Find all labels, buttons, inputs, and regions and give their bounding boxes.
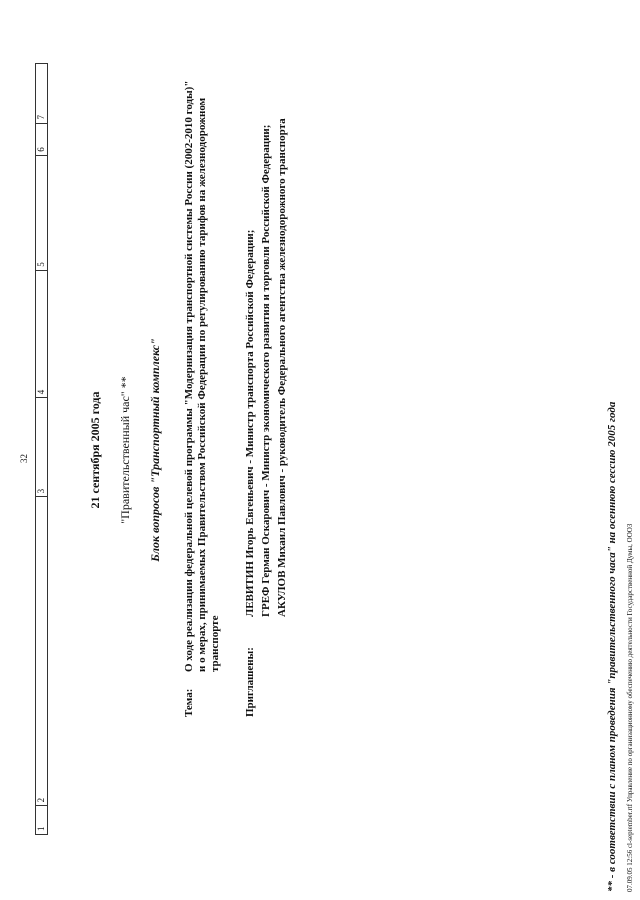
theme-label: Тема:: [183, 688, 195, 717]
column-number: 4: [36, 270, 47, 397]
session-date: 21 сентября 2005 года: [88, 391, 102, 509]
invited-person: ЛЕВИТИН Игорь Евгеньевич - Министр транспорта Российской Федерации;: [244, 229, 256, 617]
invited-label: Приглашены:: [244, 647, 256, 717]
document-footer: 07.09.05 12:56 cl-september.rtf Управление по организационному обеспечению деятельности Государственной Думы, ОООЗ: [626, 523, 634, 892]
column-number: 1: [36, 805, 47, 834]
column-number: 5: [36, 155, 47, 270]
invited-person: ГРЕФ Герман Оскарович - Министр экономического развития и торговли Российской Федерации;: [260, 124, 272, 617]
theme-line: транспорте: [209, 615, 221, 672]
theme-line: О ходе реализации федеральной целевой программы "Модернизация транспортной системы России (2002-2010 годы)": [183, 80, 195, 672]
invited-person: АКУЛОВ Михаил Павлович - руководитель Федерального агентства железнодорожного транспорта: [276, 118, 288, 617]
government-hour-title: "Правительственный час" **: [118, 376, 132, 524]
column-number: 3: [36, 397, 47, 496]
page-number: 32: [19, 454, 29, 463]
column-number: 6: [36, 123, 47, 155]
column-number: 2: [36, 496, 47, 805]
block-title: Блок вопросов "Транспортный комплекс": [148, 338, 162, 562]
theme-line: и о мерах, принимаемых Правительством Российской Федерации по регулированию тарифов на железнодорожном: [196, 97, 208, 672]
footnote: ** - в соответствии с планом проведения "правительственного часа" на осеннюю сессию 2005 года: [606, 401, 618, 892]
column-number-table: [35, 63, 48, 835]
column-number: 7: [36, 115, 46, 120]
